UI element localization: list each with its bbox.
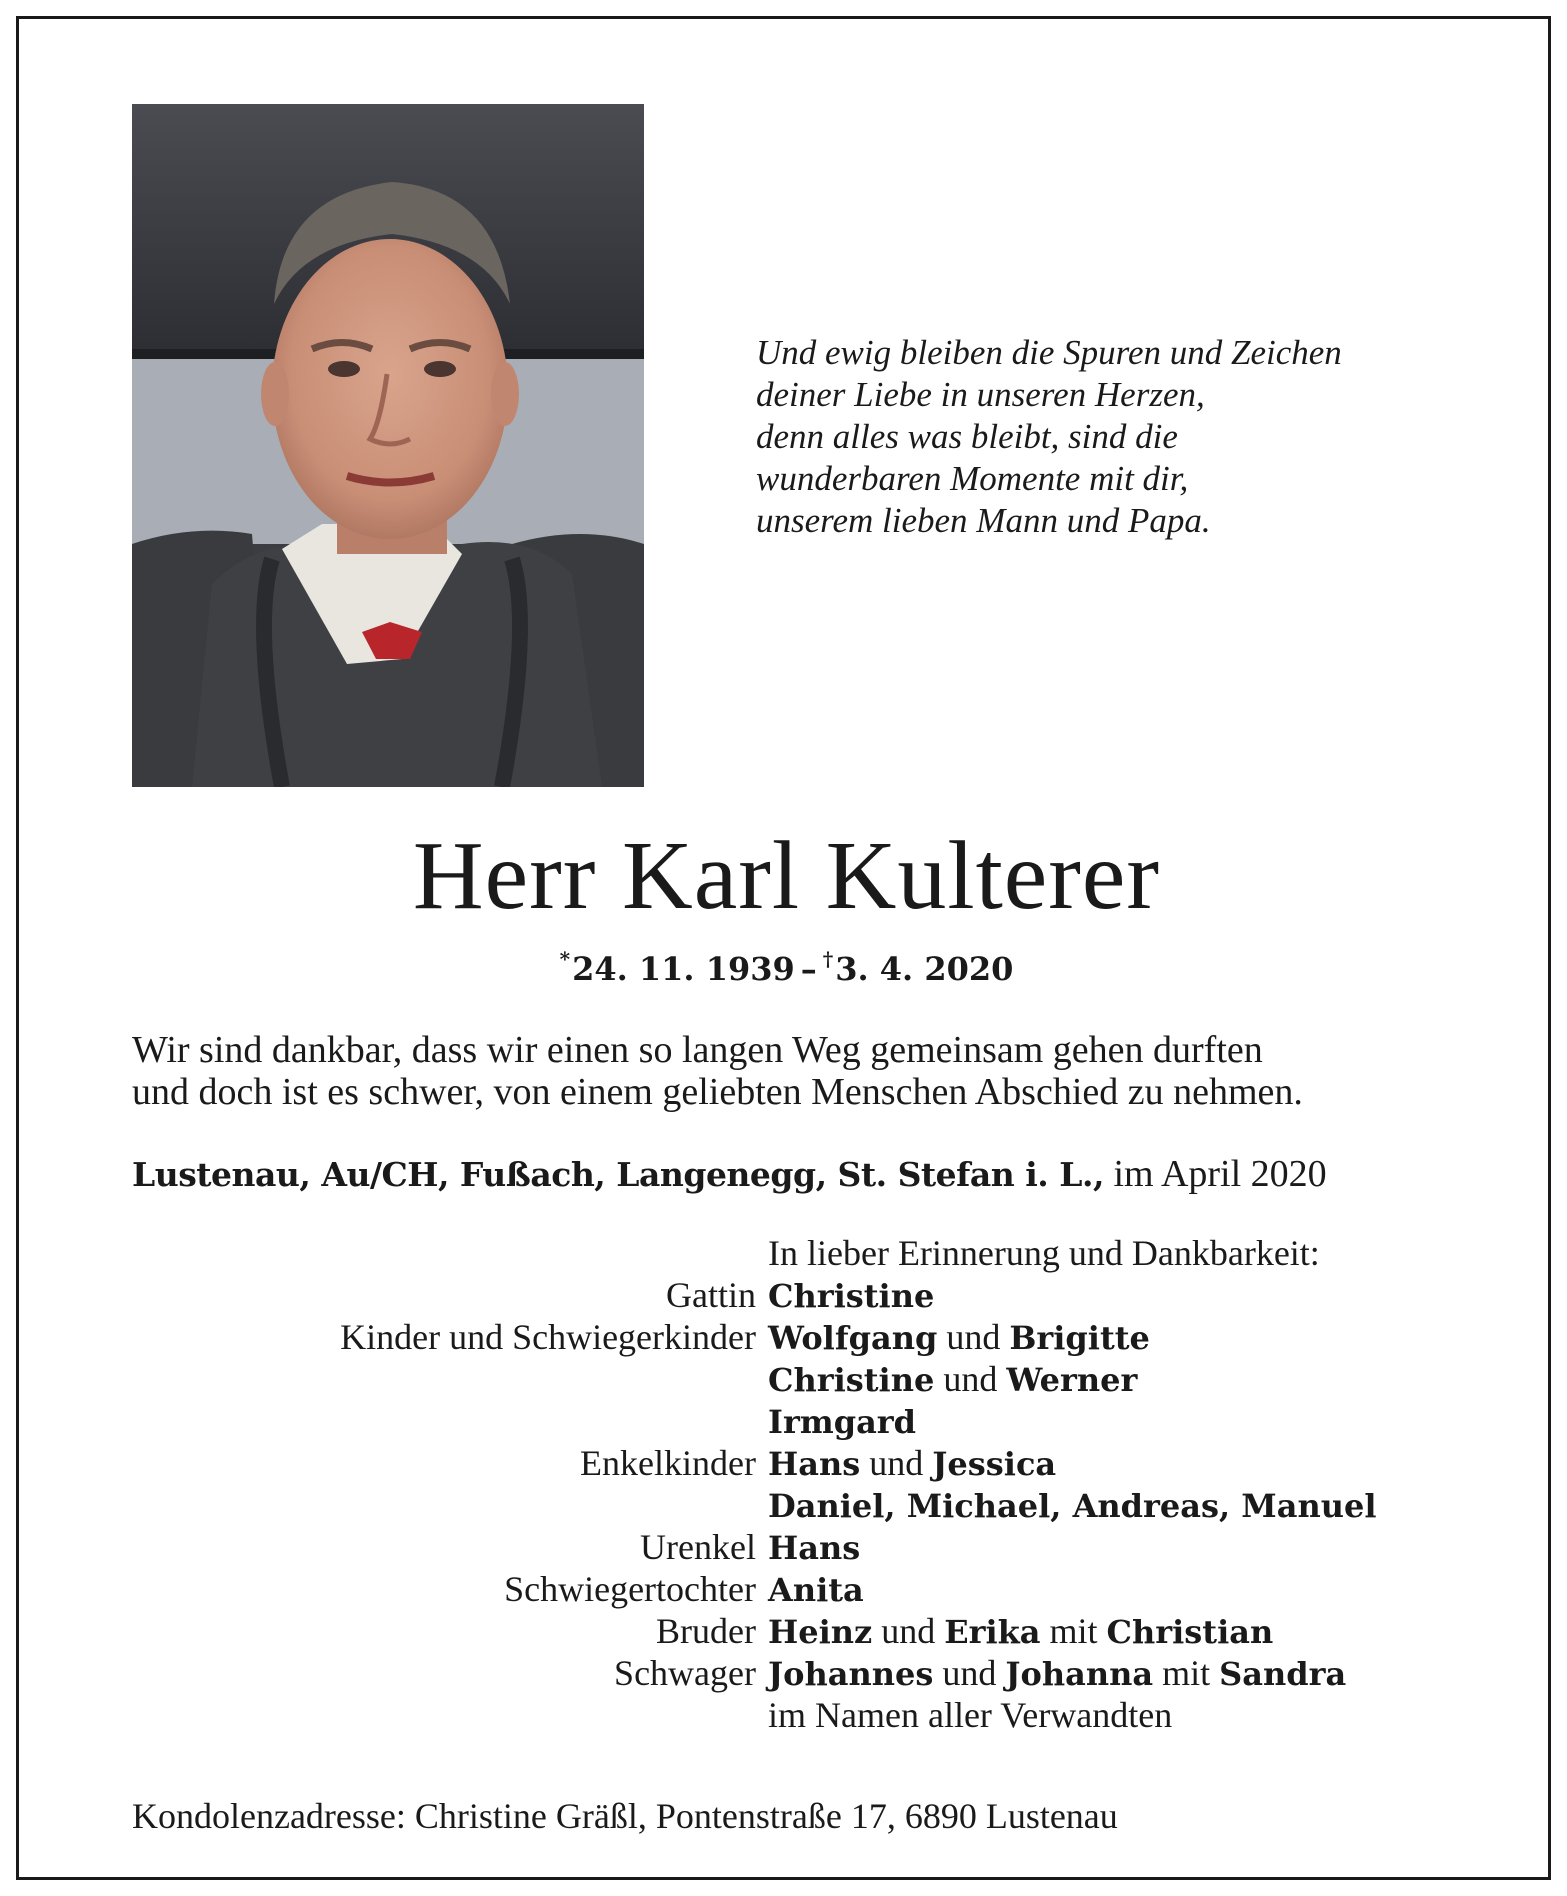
obituary-frame: [16, 16, 1551, 1880]
mourner-name: Anita: [768, 1571, 864, 1609]
mourner-name: Irmgard: [768, 1403, 917, 1441]
mourner-name: Christian: [1106, 1613, 1274, 1651]
mourner-row: [132, 1274, 1512, 1316]
life-dates: [19, 937, 1554, 991]
mourner-name: Wolfgang: [768, 1319, 938, 1357]
birth-symbol: *: [559, 947, 571, 971]
conjunction: mit: [1049, 1611, 1098, 1651]
mourners-list: [132, 1232, 1512, 1736]
mourner-name: Sandra: [1219, 1655, 1347, 1693]
mourner-name: Hans: [768, 1529, 861, 1567]
mourner-row: [132, 1484, 1512, 1526]
conjunction: und: [946, 1317, 1001, 1357]
mourner-name: Johanna: [1005, 1655, 1154, 1693]
conjunction: und: [869, 1443, 924, 1483]
mourner-name: Heinz: [768, 1613, 873, 1651]
relation-label: Gattin: [666, 1275, 756, 1315]
mourner-row: [132, 1652, 1512, 1694]
mourner-row: [132, 1400, 1512, 1442]
relation-label: Bruder: [656, 1611, 756, 1651]
mourner-row: [132, 1526, 1512, 1568]
mourner-row: [132, 1358, 1512, 1400]
quote-line: wunderbaren Momente mit dir,: [756, 459, 1189, 498]
mourner-row: [132, 1568, 1512, 1610]
announcement-date: im April 2020: [1113, 1153, 1327, 1195]
portrait-photo: [132, 104, 644, 787]
date-separator: –: [800, 950, 817, 988]
quote-line: deiner Liebe in unseren Herzen,: [756, 375, 1205, 414]
mourner-name: Johannes: [768, 1655, 934, 1693]
mourner-name: Jessica: [932, 1445, 1057, 1483]
relation-label: Schwager: [614, 1653, 756, 1693]
portrait-photo-icon: [132, 104, 644, 787]
conjunction: und: [942, 1653, 997, 1693]
condolence-address: Kondolenzadresse: Christine Gräßl, Pontenstraße 17, 6890 Lustenau: [132, 1796, 1118, 1836]
intro-text: [132, 1029, 1512, 1113]
relation-label: Urenkel: [640, 1527, 756, 1567]
mourner-name: Christine: [768, 1361, 935, 1399]
deceased-name: Herr Karl Kulterer: [412, 822, 1161, 930]
mourner-name: Daniel, Michael, Andreas, Manuel: [768, 1487, 1377, 1525]
mourners-heading: In lieber Erinnerung und Dankbarkeit:: [768, 1233, 1320, 1273]
relation-label: Kinder und Schwiegerkinder: [340, 1317, 756, 1357]
mourner-name: Christine: [768, 1277, 935, 1315]
mourner-row: [132, 1694, 1512, 1736]
intro-line: und doch ist es schwer, von einem geliebten Menschen Abschied zu nehmen.: [132, 1071, 1303, 1113]
quote-line: denn alles was bleibt, sind die: [756, 417, 1178, 456]
memorial-quote: [756, 332, 1476, 542]
quote-line: Und ewig bleiben die Spuren und Zeichen: [756, 333, 1342, 372]
mourner-row: [132, 1316, 1512, 1358]
relation-label: Enkelkinder: [580, 1443, 756, 1483]
death-symbol: †: [822, 947, 834, 971]
closing-note: im Namen aller Verwandten: [768, 1695, 1173, 1735]
death-date: 3. 4. 2020: [835, 950, 1014, 988]
birth-date: 24. 11. 1939: [572, 950, 795, 988]
relation-label: Schwiegertochter: [504, 1569, 756, 1609]
mourner-name: Hans: [768, 1445, 861, 1483]
conjunction: und: [943, 1359, 998, 1399]
mourner-row: [132, 1610, 1512, 1652]
conjunction: mit: [1162, 1653, 1211, 1693]
place-date-line: [132, 1152, 1512, 1197]
mourner-name: Brigitte: [1009, 1319, 1150, 1357]
locations: Lustenau, Au/CH, Fußach, Langenegg, St. Stefan i. L.,: [132, 1155, 1104, 1194]
mourner-name: Erika: [944, 1613, 1041, 1651]
conjunction: und: [881, 1611, 936, 1651]
mourner-name: Werner: [1006, 1361, 1138, 1399]
mourners-heading-row: [132, 1232, 1512, 1274]
intro-line: Wir sind dankbar, dass wir einen so langen Weg gemeinsam gehen durften: [132, 1029, 1263, 1071]
mourner-row: [132, 1442, 1512, 1484]
quote-line: unserem lieben Mann und Papa.: [756, 501, 1211, 540]
